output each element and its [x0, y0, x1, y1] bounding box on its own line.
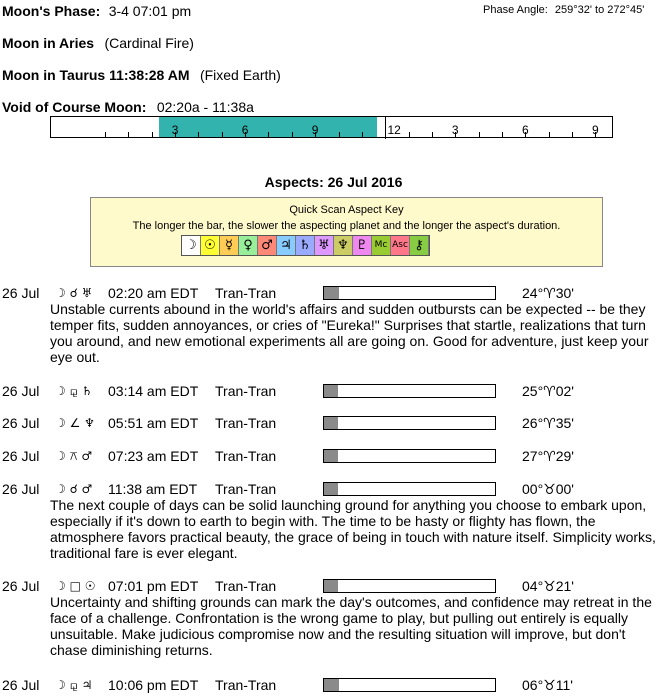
aspect-key-glyph: Asc [391, 236, 410, 255]
aspect-duration-fill [324, 483, 338, 495]
aspect-symbols: ☽ ⚼ ♄ [55, 384, 93, 398]
aspect-key-glyph: ♄ [296, 236, 315, 255]
timeline-tick [409, 132, 410, 137]
aspect-type: Tran-Tran [215, 481, 277, 497]
timeline-tick [268, 132, 269, 137]
timeline-tick [198, 132, 199, 137]
timeline-tick [105, 132, 106, 137]
aspect-date: 26 Jul [2, 383, 40, 399]
aspect-date: 26 Jul [2, 481, 40, 497]
aspect-symbols: ☽ ☌ ♅ [55, 286, 93, 300]
aspect-key-glyph: ⚷ [410, 236, 429, 255]
aspect-key-glyph: ♇ [353, 236, 372, 255]
aspect-key-glyphs [181, 235, 430, 256]
aspect-key-glyph: ♆ [334, 236, 353, 255]
aspect-key-glyph: ☉ [201, 236, 220, 255]
aspect-duration-fill [324, 679, 339, 691]
moon-in-aries-value: (Cardinal Fire) [104, 35, 194, 51]
timeline-tick [292, 132, 293, 137]
timeline-tick [222, 132, 223, 137]
aspect-key-description: The longer the bar, the slower the aspecting planet and the longer the aspect's duration. [132, 220, 561, 232]
aspect-type: Tran-Tran [215, 415, 277, 431]
moon-in-taurus-value: (Fixed Earth) [199, 67, 281, 83]
void-of-course-line [2, 99, 254, 117]
aspect-date: 26 Jul [2, 677, 40, 693]
timeline-tick [502, 132, 503, 137]
timeline-tick-label: 6 [241, 123, 249, 137]
aspect-type: Tran-Tran [215, 677, 277, 693]
moon-phase-line [2, 3, 191, 21]
void-of-course-timeline [50, 116, 613, 138]
timeline-tick [549, 132, 550, 137]
timeline-tick [339, 132, 340, 137]
aspect-time: 10:06 pm EDT [108, 677, 199, 693]
moon-in-aries-line [2, 35, 194, 53]
moon-in-taurus-label: Moon in Taurus 11:38:28 AM [2, 67, 190, 83]
aspect-key-glyph: Mc [372, 236, 391, 255]
aspect-time: 11:38 am EDT [108, 481, 198, 497]
aspect-duration-bar [323, 579, 496, 593]
aspect-time: 03:14 am EDT [108, 383, 199, 399]
aspect-symbols: ☽ ∠ ♆ [55, 416, 95, 430]
aspect-type: Tran-Tran [215, 448, 277, 464]
aspect-key-glyph: ♀ [239, 236, 258, 255]
timeline-tick-label: 3 [171, 123, 179, 137]
timeline-tick [362, 132, 363, 137]
timeline-tick-label: 9 [592, 123, 599, 137]
moon-phase-label: Moon's Phase: [2, 3, 101, 19]
timeline-tick [479, 132, 480, 137]
aspect-key-glyph: ♂ [258, 236, 277, 255]
aspect-time: 02:20 am EDT [108, 285, 199, 301]
aspect-key-title: Quick Scan Aspect Key [289, 204, 404, 216]
aspect-key-glyph: ♅ [315, 236, 334, 255]
timeline-tick-label: 6 [521, 123, 529, 137]
aspect-duration-bar [323, 416, 496, 430]
moon-in-taurus-line [2, 67, 281, 85]
aspect-time: 07:23 am EDT [108, 448, 199, 464]
aspect-degree: 27°♈29' [522, 448, 574, 464]
aspect-duration-bar [323, 482, 496, 496]
aspect-type: Tran-Tran [215, 285, 277, 301]
aspect-date: 26 Jul [2, 415, 40, 431]
moon-phase-value: 3-4 07:01 pm [108, 3, 192, 19]
timeline-tick [432, 132, 433, 137]
aspect-duration-fill [324, 417, 338, 429]
aspect-duration-bar [323, 286, 496, 300]
phase-angle-label: Phase Angle: [483, 4, 548, 16]
phase-angle [483, 4, 644, 16]
aspect-description: Unstable currents abound in the world's affairs and sudden outbursts can be expected -- be they temper fits, sudden annoyances, or cries of "Eureka!" Surprises that startle, realizations that turn you around, and new emotional experiments all are going on. Good for adventure, just keep your eye out. [50, 301, 649, 365]
aspect-symbols: ☽ ⚼ ♃ [55, 678, 93, 692]
timeline-tick-label: 12 [387, 123, 401, 137]
aspect-degree: 25°♈02' [522, 383, 574, 399]
aspect-duration-bar [323, 678, 496, 692]
aspect-key-glyph: ♃ [277, 236, 296, 255]
aspects-title: Aspects: 26 Jul 2016 [264, 174, 403, 190]
phase-angle-value: 259°32' to 272°45' [554, 4, 645, 16]
aspect-degree: 00°♉00' [522, 481, 574, 497]
aspect-degree: 26°♈35' [522, 415, 574, 431]
aspect-duration-fill [324, 450, 338, 462]
aspect-duration-fill [324, 287, 339, 299]
aspect-date: 26 Jul [2, 285, 40, 301]
aspect-symbols: ☽ □ ☉ [55, 579, 96, 593]
aspect-time: 05:51 am EDT [108, 415, 199, 431]
aspect-description: The next couple of days can be solid launching ground for anything you choose to embark upon, especially if it's down to earth to begin with. The time to be hasty or flighty has flown, the atmosphere favors practical beauty, the grace of being in touch with nature itself. Simplicity works, traditional fare is ever elegant. [50, 497, 656, 561]
aspect-degree: 04°♉21' [522, 578, 574, 594]
aspect-type: Tran-Tran [215, 578, 277, 594]
aspect-degree: 24°♈30' [522, 285, 574, 301]
aspect-description: Uncertainty and shifting grounds can mark the day's outcomes, and confidence may retreat in the face of a challenge. Confrontation is the wrong game to play, but pulling out entirely is equally unsuitable. Make judicious compromise now and the resulting situation will improve, but don't chase diminishing returns. [50, 594, 652, 658]
void-of-course-value: 02:20a - 11:38a [156, 99, 254, 115]
aspect-key-glyph: ☿ [220, 236, 239, 255]
timeline-tick [128, 132, 129, 137]
aspect-symbols: ☽ ☌ ♂ [55, 482, 93, 496]
timeline-tick [152, 132, 153, 137]
aspect-duration-bar [323, 449, 496, 463]
timeline-tick [572, 132, 573, 137]
timeline-tick [385, 117, 386, 139]
timeline-tick-label: 9 [311, 123, 319, 137]
aspect-duration-bar [323, 384, 496, 398]
aspect-symbols: ☽ ⚻ ♂ [55, 449, 93, 463]
timeline-tick-label: 3 [451, 123, 459, 137]
aspect-date: 26 Jul [2, 578, 40, 594]
aspect-duration-fill [324, 580, 338, 592]
aspect-time: 07:01 pm EDT [108, 578, 199, 594]
moon-in-aries-label: Moon in Aries [2, 35, 95, 51]
aspect-degree: 06°♉11' [522, 677, 573, 693]
aspect-date: 26 Jul [2, 448, 40, 464]
aspect-type: Tran-Tran [215, 383, 277, 399]
aspect-duration-fill [324, 385, 338, 397]
aspect-key-glyph: ☽ [182, 236, 201, 255]
aspect-key-box [90, 197, 603, 267]
void-of-course-label: Void of Course Moon: [2, 99, 147, 115]
